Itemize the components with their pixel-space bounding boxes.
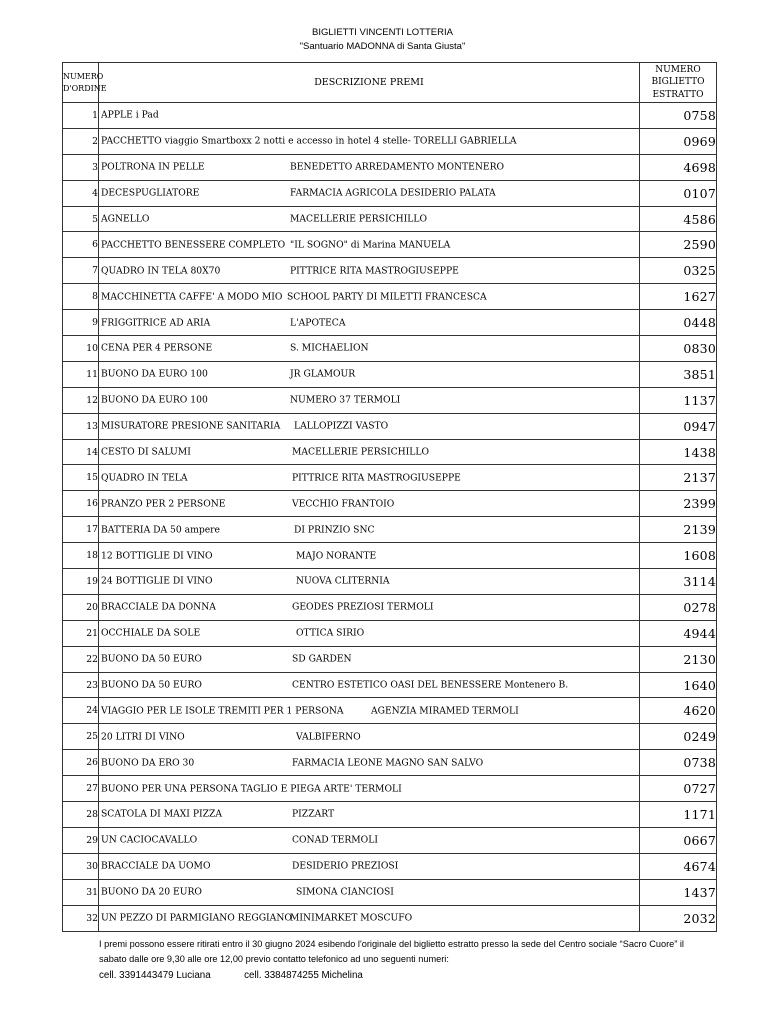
prize-item: BUONO DA 20 EURO [101,886,202,898]
table-row [63,491,717,517]
prize-item: PACCHETTO BENESSERE COMPLETO [101,239,286,251]
winning-ticket-number: 3114 [640,569,717,595]
prize-item: BUONO DA 50 EURO [101,679,202,691]
prize-donor: PITTRICE RITA MASTROGIUSEPPE [292,472,461,484]
order-number: 9 [63,310,99,336]
prize-donor: "IL SOGNO" di Marina MANUELA [290,239,451,251]
prize-donor: SD GARDEN [292,653,352,665]
prize-item: PACCHETTO viaggio Smartboxx 2 notti e accesso in hotel 4 stelle- TORELLI GABRIELLA [101,135,517,147]
order-number: 2 [63,128,99,154]
pickup-note: I premi possono essere ritirati entro il 30 giugno 2024 esibendo l'originale del biglietto estratto presso la sede del Centro sociale “Sacro Cuore” il sabato dalle ore 9,30 alle ore 12,00 previo contatto telefonico ad uno seguenti numeri: [99,939,684,964]
prize-description [99,361,640,387]
order-number: 7 [63,258,99,284]
prize-item: FRIGGITRICE AD ARIA [101,317,211,329]
prize-donor: MACELLERIE PERSICHILLO [292,446,429,458]
prize-description [99,258,640,284]
table-row [63,776,717,802]
prizes-table [62,62,717,932]
prize-item: MACCHINETTA CAFFE' A MODO MIO [101,291,283,303]
prize-donor: JR GLAMOUR [290,368,356,380]
winning-ticket-number: 4674 [640,853,717,879]
prize-description [99,776,640,802]
table-row [63,517,717,543]
winning-ticket-number: 0667 [640,827,717,853]
winning-ticket-number: 1627 [640,284,717,310]
prize-donor: DI PRINZIO SNC [294,524,375,536]
prize-description [99,517,640,543]
prize-item: BUONO DA ERO 30 [101,757,195,769]
table-row [63,310,717,336]
prize-item: APPLE i Pad [101,109,159,121]
prize-item: POLTRONA IN PELLE [101,161,205,173]
winning-ticket-number: 2032 [640,905,717,931]
prize-description [99,465,640,491]
order-number: 21 [63,620,99,646]
table-header-row [63,63,717,103]
prize-item: CESTO DI SALUMI [101,446,191,458]
winning-ticket-number: 2137 [640,465,717,491]
prize-item: OCCHIALE DA SOLE [101,627,201,639]
winning-ticket-number: 0448 [640,310,717,336]
contact-michelina: cell. 3384874255 Michelina [244,970,363,981]
prize-donor: S. MICHAELION [290,342,369,354]
order-number: 30 [63,853,99,879]
table-row [63,802,717,828]
prize-description [99,310,640,336]
order-number: 15 [63,465,99,491]
order-number: 18 [63,543,99,569]
order-number: 11 [63,361,99,387]
prize-description [99,439,640,465]
winning-ticket-number: 4698 [640,154,717,180]
prize-description [99,103,640,129]
winning-ticket-number: 0758 [640,103,717,129]
winning-ticket-number: 3851 [640,361,717,387]
table-row [63,439,717,465]
order-number: 8 [63,284,99,310]
prize-donor: CONAD TERMOLI [292,834,378,846]
order-number: 23 [63,672,99,698]
winning-ticket-number: 0830 [640,336,717,362]
prize-donor: PITTRICE RITA MASTROGIUSEPPE [290,265,459,277]
prize-description [99,336,640,362]
order-number: 24 [63,698,99,724]
prize-donor: SIMONA CIANCIOSI [296,886,394,898]
prize-donor: OTTICA SIRIO [296,627,365,639]
table-row [63,206,717,232]
winning-ticket-number: 1137 [640,387,717,413]
table-row [63,103,717,129]
order-number: 25 [63,724,99,750]
winning-ticket-number: 2399 [640,491,717,517]
winning-ticket-number: 1608 [640,543,717,569]
prize-description [99,594,640,620]
prize-item: UN PEZZO DI PARMIGIANO REGGIANO [101,912,292,924]
prize-description [99,284,640,310]
document-subtitle: "Santuario MADONNA di Santa Giusta" [299,41,466,52]
order-number: 27 [63,776,99,802]
order-number: 13 [63,413,99,439]
table-row [63,361,717,387]
table-row [63,258,717,284]
order-number: 29 [63,827,99,853]
order-number: 10 [63,336,99,362]
prize-item: BATTERIA DA 50 ampere [101,524,220,536]
order-number: 19 [63,569,99,595]
order-number: 32 [63,905,99,931]
prize-donor: BENEDETTO ARREDAMENTO MONTENERO [290,161,505,173]
table-row [63,750,717,776]
table-row [63,646,717,672]
winning-ticket-number: 4944 [640,620,717,646]
prize-item: SCATOLA DI MAXI PIZZA [101,808,223,820]
prize-donor: GEODES PREZIOSI TERMOLI [292,601,434,613]
prize-donor: DESIDERIO PREZIOSI [292,860,399,872]
winning-ticket-number: 2130 [640,646,717,672]
prize-description [99,646,640,672]
winning-ticket-number: 1438 [640,439,717,465]
prize-donor: NUOVA CLITERNIA [296,575,390,587]
table-row [63,284,717,310]
prize-item: AGNELLO [101,213,150,225]
winning-ticket-number: 4586 [640,206,717,232]
order-number: 6 [63,232,99,258]
winning-ticket-number: 2590 [640,232,717,258]
order-number: 3 [63,154,99,180]
description-header: DESCRIZIONE PREMI [99,63,640,103]
table-row [63,413,717,439]
prize-item: BUONO DA 50 EURO [101,653,202,665]
prize-item: UN CACIOCAVALLO [101,834,198,846]
order-number: 16 [63,491,99,517]
order-number: 4 [63,180,99,206]
winning-ticket-number: 0249 [640,724,717,750]
prize-item: QUADRO IN TELA 80X70 [101,265,221,277]
table-row [63,232,717,258]
order-number: 5 [63,206,99,232]
table-row [63,336,717,362]
prize-donor: FARMACIA AGRICOLA DESIDERIO PALATA [290,187,496,199]
winning-ticket-number: 1437 [640,879,717,905]
winning-ticket-number: 4620 [640,698,717,724]
prize-item: DECESPUGLIATORE [101,187,200,199]
winning-ticket-number: 0969 [640,128,717,154]
prize-item: BUONO DA EURO 100 [101,394,208,406]
prize-description [99,180,640,206]
table-row [63,154,717,180]
prize-description [99,128,640,154]
order-number: 26 [63,750,99,776]
prize-description [99,672,640,698]
winning-ticket-number: 0947 [640,413,717,439]
prize-item: MISURATORE PRESIONE SANITARIA [101,420,281,432]
prize-item: VIAGGIO PER LE ISOLE TREMITI PER 1 PERSONA [101,705,344,717]
table-row [63,128,717,154]
prize-description [99,543,640,569]
table-row [63,672,717,698]
contacts [99,970,363,981]
prize-description [99,750,640,776]
document-title: BIGLIETTI VINCENTI LOTTERIA [312,27,453,38]
table-row [63,827,717,853]
winning-ticket-number: 0278 [640,594,717,620]
prize-donor: NUMERO 37 TERMOLI [290,394,401,406]
order-number: 20 [63,594,99,620]
prize-donor: VALBIFERNO [296,731,361,743]
document-header [0,26,765,54]
contact-luciana: cell. 3391443479 Luciana [99,970,211,981]
prize-description [99,232,640,258]
table-row [63,543,717,569]
ticket-number-header: NUMERO BIGLIETTO ESTRATTO [640,63,717,103]
order-number: 22 [63,646,99,672]
order-number: 14 [63,439,99,465]
prize-item: 20 LITRI DI VINO [101,731,185,743]
prize-donor: PIZZART [292,808,335,820]
prize-description [99,724,640,750]
prize-donor: SCHOOL PARTY DI MILETTI FRANCESCA [287,291,487,303]
table-row [63,180,717,206]
prize-donor: VECCHIO FRANTOIO [292,498,395,510]
prize-rows [63,103,717,932]
prize-item: BUONO PER UNA PERSONA TAGLIO E PIEGA ARTE' TERMOLI [101,783,402,795]
prize-description [99,827,640,853]
prize-description [99,206,640,232]
order-number-header: NUMERO D'ORDINE [63,63,99,103]
prize-item: CENA PER 4 PERSONE [101,342,213,354]
order-number: 17 [63,517,99,543]
prize-description [99,879,640,905]
prize-item: QUADRO IN TELA [101,472,188,484]
order-number: 1 [63,103,99,129]
prize-description [99,387,640,413]
prize-description [99,154,640,180]
prize-item: 24 BOTTIGLIE DI VINO [101,575,213,587]
table-row [63,387,717,413]
prize-donor: MACELLERIE PERSICHILLO [290,213,427,225]
table-row [63,853,717,879]
table-row [63,569,717,595]
prize-donor: FARMACIA LEONE MAGNO SAN SALVO [292,757,484,769]
winning-ticket-number: 0107 [640,180,717,206]
winning-ticket-number: 1640 [640,672,717,698]
prize-description [99,569,640,595]
winning-ticket-number: 0727 [640,776,717,802]
prize-donor: CENTRO ESTETICO OASI DEL BENESSERE Montenero B. [292,679,569,691]
table-row [63,724,717,750]
winning-ticket-number: 1171 [640,802,717,828]
winning-ticket-number: 0738 [640,750,717,776]
prize-description [99,802,640,828]
table-row [63,879,717,905]
prize-donor: MAJO NORANTE [296,550,377,562]
table-row [63,698,717,724]
prize-donor: LALLOPIZZI VASTO [294,420,389,432]
prize-item: 12 BOTTIGLIE DI VINO [101,550,213,562]
winning-ticket-number: 2139 [640,517,717,543]
prize-item: PRANZO PER 2 PERSONE [101,498,226,510]
order-number: 28 [63,802,99,828]
prize-item: BRACCIALE DA DONNA [101,601,216,613]
table-row [63,620,717,646]
table-row [63,905,717,931]
prize-item: BRACCIALE DA UOMO [101,860,211,872]
prize-donor: AGENZIA MIRAMED TERMOLI [371,705,519,717]
prize-description [99,413,640,439]
table-row [63,465,717,491]
prize-donor: MINIMARKET MOSCUFO [290,912,413,924]
winning-ticket-number: 0325 [640,258,717,284]
table-row [63,594,717,620]
prize-description [99,491,640,517]
prize-description [99,620,640,646]
order-number: 12 [63,387,99,413]
prize-description [99,853,640,879]
order-number: 31 [63,879,99,905]
prize-item: BUONO DA EURO 100 [101,368,208,380]
prize-description [99,698,640,724]
prize-description [99,905,640,931]
prize-donor: L'APOTECA [290,317,346,329]
